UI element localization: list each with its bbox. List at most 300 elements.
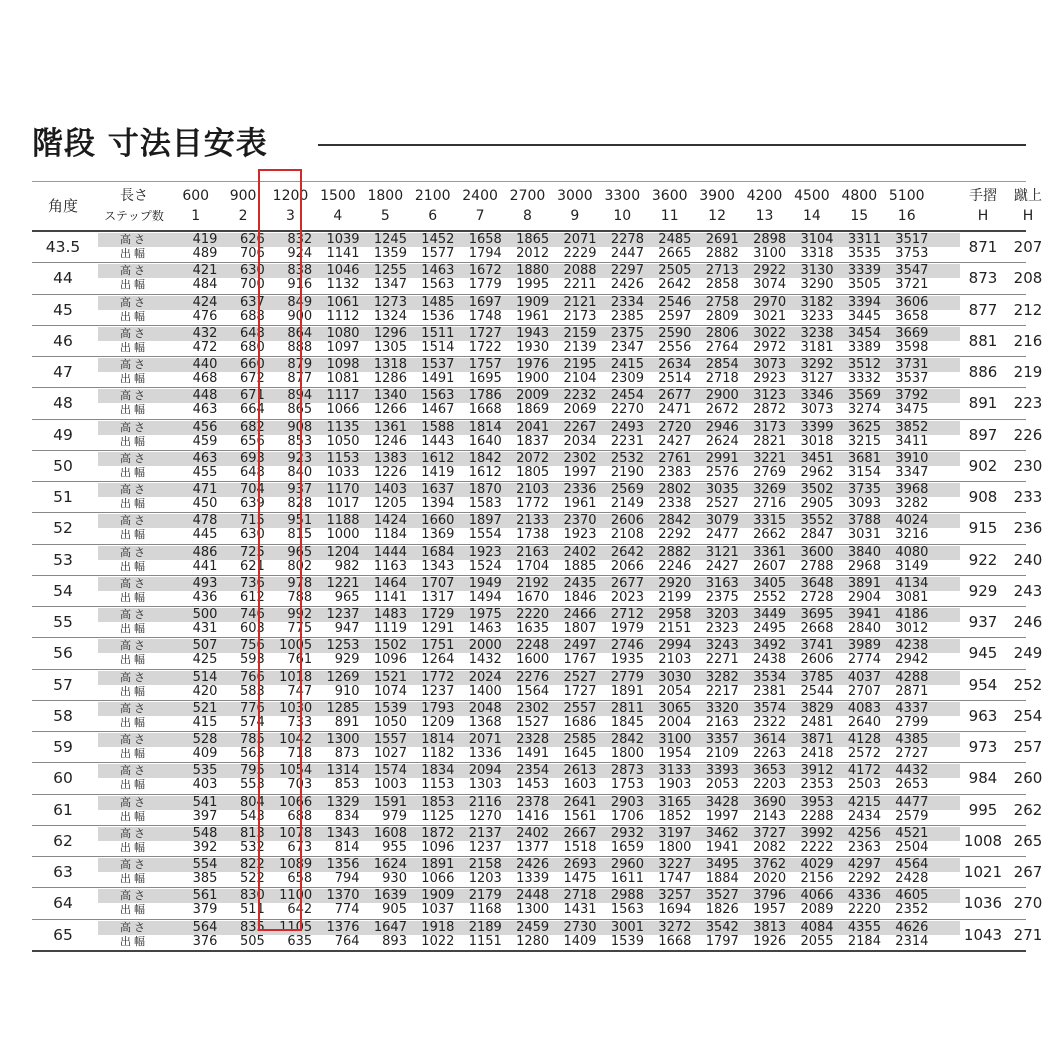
outset-value: 2556 [658, 339, 692, 355]
handrail-value: 1008 [963, 831, 1003, 850]
height-value: 3840 [847, 544, 881, 560]
height-value: 3625 [847, 419, 881, 435]
outset-value: 2504 [895, 839, 929, 855]
outset-value: 1151 [468, 933, 502, 949]
height-value: 1872 [421, 825, 455, 841]
height-value: 2677 [658, 388, 692, 404]
outset-value: 2642 [658, 277, 692, 293]
outset-value: 639 [239, 496, 265, 511]
height-value: 3788 [847, 513, 881, 529]
outset-value: 376 [192, 933, 218, 949]
outset-value: 484 [192, 277, 218, 293]
height-row [98, 733, 960, 747]
height-value: 448 [192, 388, 218, 404]
outset-value: 1400 [468, 683, 502, 699]
outset-value: 840 [287, 464, 313, 480]
height-value: 561 [192, 888, 218, 904]
height-value: 564 [192, 919, 218, 935]
outset-value: 1132 [326, 277, 360, 293]
outset-value: 2173 [563, 308, 597, 324]
height-value: 1814 [468, 419, 502, 435]
riser-unit: H [1022, 208, 1034, 224]
outset-value: 802 [287, 558, 313, 574]
outset-value: 385 [192, 871, 218, 886]
height-value: 2585 [563, 732, 597, 747]
outset-value: 2434 [847, 808, 881, 824]
outset-value: 1324 [373, 308, 407, 324]
outset-row [98, 528, 960, 542]
riser-value: 271 [1013, 925, 1043, 944]
outset-value: 910 [334, 683, 360, 699]
height-value: 1039 [326, 232, 360, 247]
height-value: 3257 [658, 888, 692, 904]
outset-value: 1226 [373, 464, 407, 480]
height-value: 3502 [800, 482, 834, 497]
outset-value: 1453 [516, 777, 550, 793]
height-value: 2297 [610, 263, 644, 279]
outset-label: 出幅 [120, 497, 148, 510]
height-row [98, 296, 960, 310]
height-value: 756 [239, 638, 265, 654]
outset-value: 2527 [705, 496, 739, 511]
outset-value: 630 [239, 527, 265, 543]
outset-value: 2728 [800, 589, 834, 605]
height-value: 3653 [753, 763, 787, 779]
outset-value: 2640 [847, 714, 881, 730]
height-value: 3648 [800, 575, 834, 591]
outset-value: 853 [334, 777, 360, 793]
outset-value: 3332 [847, 371, 881, 386]
height-value: 3534 [753, 669, 787, 685]
table-row [32, 294, 1043, 326]
outset-value: 3475 [895, 402, 929, 418]
height-value: 2569 [610, 482, 644, 497]
riser-value: 219 [1013, 363, 1043, 381]
outset-value: 1554 [468, 527, 502, 543]
handrail-value: 973 [968, 738, 998, 756]
table-row [32, 232, 1043, 263]
outset-value: 2572 [847, 746, 881, 761]
height-value: 2497 [563, 638, 597, 654]
angle-value: 43.5 [45, 238, 81, 256]
handrail-unit: H [977, 208, 989, 224]
height-label: 高さ [120, 420, 148, 434]
height-row [98, 858, 960, 872]
angle-value: 53 [53, 550, 73, 569]
outset-value: 794 [334, 871, 360, 886]
outset-value: 1168 [468, 902, 502, 918]
length-value: 600 [182, 188, 210, 204]
outset-value: 1066 [421, 871, 455, 886]
height-value: 456 [192, 419, 218, 435]
height-value: 2712 [610, 607, 644, 622]
height-value: 3393 [705, 763, 739, 779]
height-value: 1537 [421, 357, 455, 372]
outset-value: 2579 [895, 808, 929, 824]
outset-value: 2576 [705, 464, 739, 480]
height-value: 3731 [895, 357, 929, 372]
height-label: 高さ [120, 576, 148, 590]
height-value: 1684 [421, 544, 455, 560]
outset-value: 1518 [563, 839, 597, 855]
outset-value: 3154 [847, 464, 881, 480]
outset-value: 1837 [516, 433, 550, 449]
height-value: 3989 [847, 638, 881, 654]
height-value: 908 [287, 419, 313, 435]
height-value: 4564 [895, 857, 929, 872]
outset-value: 3233 [800, 308, 834, 324]
height-value: 1697 [468, 294, 502, 310]
height-label: 高さ [120, 483, 148, 496]
height-value: 3339 [847, 263, 881, 279]
outset-value: 3753 [895, 246, 929, 261]
outset-value: 1125 [421, 808, 455, 824]
height-value: 419 [192, 232, 218, 247]
height-value: 2720 [658, 419, 692, 435]
outset-value: 1612 [468, 464, 502, 480]
outset-value: 2882 [705, 246, 739, 261]
outset-value: 3073 [800, 402, 834, 418]
outset-value: 1074 [373, 683, 407, 699]
height-label: 高さ [120, 826, 148, 840]
outset-value: 1995 [516, 277, 550, 293]
table-row [32, 482, 1043, 513]
height-value: 2932 [610, 825, 644, 841]
table-row [32, 794, 1043, 826]
height-value: 835 [239, 919, 265, 935]
height-value: 1865 [516, 232, 550, 247]
handrail-value: 1036 [963, 894, 1003, 913]
height-label: 高さ [120, 264, 148, 278]
height-value: 3399 [800, 419, 834, 435]
height-value: 2121 [563, 294, 597, 310]
height-row [98, 764, 960, 778]
outset-value: 1514 [421, 339, 455, 355]
outset-value: 441 [192, 558, 218, 574]
outset-value: 1097 [326, 339, 360, 355]
outset-value: 621 [239, 558, 265, 574]
outset-row [98, 278, 960, 292]
outset-value: 403 [192, 777, 218, 793]
height-value: 2088 [563, 263, 597, 279]
step-value: 4 [333, 208, 343, 224]
outset-value: 553 [239, 777, 265, 793]
height-label: 高さ [120, 514, 148, 528]
outset-value: 2727 [895, 746, 929, 761]
height-value: 4084 [800, 919, 834, 935]
length-value: 2700 [509, 188, 546, 204]
height-value: 1870 [468, 482, 502, 497]
outset-value: 733 [287, 714, 313, 730]
outset-value: 1979 [610, 621, 644, 636]
handrail-value: 902 [968, 456, 998, 475]
outset-value: 2347 [610, 339, 644, 355]
height-value: 1521 [373, 669, 407, 685]
height-label: 高さ [120, 233, 148, 246]
outset-value: 2199 [658, 589, 692, 605]
outset-value: 1463 [468, 621, 502, 636]
outset-value: 788 [287, 589, 313, 605]
outset-value: 1748 [468, 308, 502, 324]
outset-value: 891 [334, 714, 360, 730]
height-value: 1647 [373, 919, 407, 935]
height-value: 2336 [563, 482, 597, 497]
outset-value: 1727 [563, 683, 597, 699]
outset-value: 1286 [373, 371, 407, 386]
height-value: 3182 [800, 294, 834, 310]
outset-value: 1237 [468, 839, 502, 855]
height-value: 4024 [895, 513, 929, 529]
height-value: 2116 [468, 794, 502, 810]
riser-value: 257 [1013, 738, 1043, 756]
outset-value: 2190 [610, 464, 644, 480]
length-value: 4200 [746, 188, 783, 204]
height-value: 2454 [610, 388, 644, 404]
height-value: 1574 [373, 763, 407, 779]
outset-value: 1738 [516, 527, 550, 543]
height-value: 1098 [326, 357, 360, 372]
outset-value: 642 [287, 902, 313, 918]
height-row [98, 577, 960, 591]
outset-value: 2020 [753, 871, 787, 886]
outset-value: 1869 [516, 402, 550, 418]
height-value: 2854 [705, 357, 739, 372]
handrail-value: 873 [968, 269, 998, 288]
height-value: 1080 [326, 325, 360, 341]
height-value: 1329 [326, 794, 360, 810]
height-value: 864 [287, 325, 313, 341]
outset-value: 664 [239, 402, 265, 418]
outset-value: 450 [192, 496, 218, 511]
height-value: 1105 [279, 919, 313, 935]
height-value: 1383 [373, 450, 407, 466]
height-value: 626 [239, 232, 265, 247]
angle-value: 54 [53, 581, 73, 600]
height-value: 1943 [516, 325, 550, 341]
height-value: 2009 [516, 388, 550, 404]
angle-value: 47 [53, 363, 73, 381]
handrail-value: 1021 [963, 863, 1003, 881]
outset-row [98, 653, 960, 667]
outset-row [98, 810, 960, 824]
height-value: 3451 [800, 450, 834, 466]
height-label: 高さ [120, 358, 148, 371]
outset-value: 1475 [563, 871, 597, 886]
outset-value: 1419 [421, 464, 455, 480]
outset-value: 1564 [516, 683, 550, 699]
height-value: 1153 [326, 450, 360, 466]
outset-row [98, 622, 960, 636]
outset-value: 2069 [563, 402, 597, 418]
table-row [32, 325, 1043, 357]
outset-value: 1141 [373, 589, 407, 605]
outset-value: 574 [239, 714, 265, 730]
height-value: 2024 [468, 669, 502, 685]
outset-value: 2053 [705, 777, 739, 793]
handrail-value: 937 [968, 613, 998, 631]
height-value: 3130 [800, 263, 834, 279]
height-row [98, 421, 960, 435]
height-value: 2375 [610, 325, 644, 341]
length-value: 3900 [699, 188, 735, 204]
height-value: 4134 [895, 575, 929, 591]
outset-value: 1603 [563, 777, 597, 793]
height-value: 514 [192, 669, 218, 685]
outset-value: 522 [239, 871, 265, 886]
height-row [98, 233, 960, 247]
outset-value: 2143 [753, 808, 787, 824]
height-value: 3022 [753, 325, 787, 341]
outset-value: 2942 [895, 652, 929, 668]
outset-value: 1957 [753, 902, 787, 918]
height-value: 1842 [468, 450, 502, 466]
height-value: 1361 [373, 419, 407, 435]
outset-label: 出幅 [120, 590, 148, 604]
height-value: 1054 [279, 763, 313, 779]
outset-label: 出幅 [120, 809, 148, 823]
height-value: 4238 [895, 638, 929, 654]
outset-label: 出幅 [120, 465, 148, 479]
outset-label: 出幅 [120, 903, 148, 917]
height-value: 766 [239, 669, 265, 685]
height-value: 1834 [421, 763, 455, 779]
height-value: 1463 [421, 263, 455, 279]
outset-value: 3598 [895, 339, 929, 355]
outset-value: 1800 [610, 746, 644, 761]
height-row [98, 608, 960, 622]
length-header-row [32, 186, 1042, 207]
handrail-label: 手摺 [969, 188, 997, 204]
outset-value: 1203 [468, 871, 502, 886]
height-value: 1089 [279, 857, 313, 872]
height-value: 804 [239, 794, 265, 810]
outset-value: 2597 [658, 308, 692, 324]
outset-value: 2229 [563, 246, 597, 261]
outset-label: 出幅 [120, 372, 148, 385]
height-value: 4432 [895, 763, 929, 779]
outset-value: 2288 [800, 808, 834, 824]
height-value: 1909 [421, 888, 455, 904]
height-value: 2718 [563, 888, 597, 904]
height-value: 2328 [516, 732, 550, 747]
height-value: 4083 [847, 700, 881, 716]
riser-value: 252 [1013, 675, 1043, 694]
outset-label: 出幅 [120, 434, 148, 448]
outset-value: 2662 [753, 527, 787, 543]
height-value: 2882 [658, 544, 692, 560]
angle-value: 49 [53, 425, 73, 444]
riser-value: 223 [1013, 394, 1043, 413]
outset-value: 2668 [800, 621, 834, 636]
riser-value: 216 [1013, 331, 1043, 350]
table-header [32, 182, 1042, 232]
height-value: 1729 [421, 607, 455, 622]
title-rule [318, 144, 1026, 146]
outset-label: 出幅 [120, 653, 148, 667]
step-value: 10 [613, 208, 632, 224]
height-value: 1624 [373, 857, 407, 872]
outset-value: 3721 [895, 277, 929, 293]
height-label: 高さ [120, 639, 148, 653]
height-value: 2220 [516, 607, 550, 622]
length-value: 4800 [841, 188, 878, 204]
outset-value: 2428 [895, 871, 929, 886]
outset-value: 2211 [563, 277, 597, 293]
height-value: 4626 [895, 919, 929, 935]
height-value: 849 [287, 294, 313, 310]
height-value: 1370 [326, 888, 360, 904]
height-value: 1751 [421, 638, 455, 654]
height-value: 3163 [705, 575, 739, 591]
height-value: 2179 [468, 888, 502, 904]
outset-label: 出幅 [120, 715, 148, 729]
height-value: 937 [287, 482, 313, 497]
outset-value: 2418 [800, 746, 834, 761]
outset-value: 1805 [516, 464, 550, 480]
height-value: 3405 [753, 575, 787, 591]
height-row [98, 483, 960, 497]
outset-value: 3505 [847, 277, 881, 293]
angle-value: 64 [53, 894, 73, 913]
outset-value: 947 [334, 621, 360, 636]
outset-value: 1003 [373, 777, 407, 793]
height-value: 992 [287, 607, 313, 622]
table-row [32, 732, 1043, 763]
height-value: 1340 [373, 388, 407, 404]
height-value: 3492 [753, 638, 787, 654]
outset-value: 648 [239, 464, 265, 480]
outset-value: 1923 [563, 527, 597, 543]
outset-value: 1635 [516, 621, 550, 636]
outset-value: 1431 [563, 902, 597, 918]
handrail-value: 929 [968, 581, 998, 600]
height-label: 高さ [120, 326, 148, 340]
outset-value: 1800 [658, 839, 692, 855]
height-value: 1273 [373, 294, 407, 310]
height-value: 4215 [847, 794, 881, 810]
height-value: 3320 [705, 700, 739, 716]
outset-value: 1096 [421, 839, 455, 855]
height-value: 785 [239, 732, 265, 747]
outset-value: 3658 [895, 308, 929, 324]
outset-row [98, 935, 960, 949]
height-value: 2137 [468, 825, 502, 841]
step-value: 14 [802, 208, 821, 224]
outset-value: 1491 [516, 746, 550, 761]
height-value: 3762 [753, 857, 787, 872]
outset-value: 1266 [373, 402, 407, 418]
height-value: 3221 [753, 450, 787, 466]
height-value: 2248 [516, 638, 550, 654]
height-value: 2546 [658, 294, 692, 310]
height-value: 1707 [421, 575, 455, 591]
handrail-value: 877 [968, 300, 998, 319]
height-value: 3527 [705, 888, 739, 904]
outset-label: 出幅 [120, 340, 148, 354]
height-value: 2195 [563, 357, 597, 372]
handrail-value: 891 [968, 394, 998, 413]
outset-value: 955 [382, 839, 407, 855]
outset-value: 2718 [705, 371, 739, 386]
height-value: 2958 [658, 607, 692, 622]
outset-value: 1845 [610, 714, 644, 730]
height-value: 951 [287, 513, 313, 529]
outset-value: 468 [192, 371, 218, 386]
outset-value: 3018 [800, 433, 834, 449]
height-value: 3953 [800, 794, 834, 810]
outset-value: 1600 [516, 652, 550, 668]
outset-value: 764 [334, 933, 360, 949]
